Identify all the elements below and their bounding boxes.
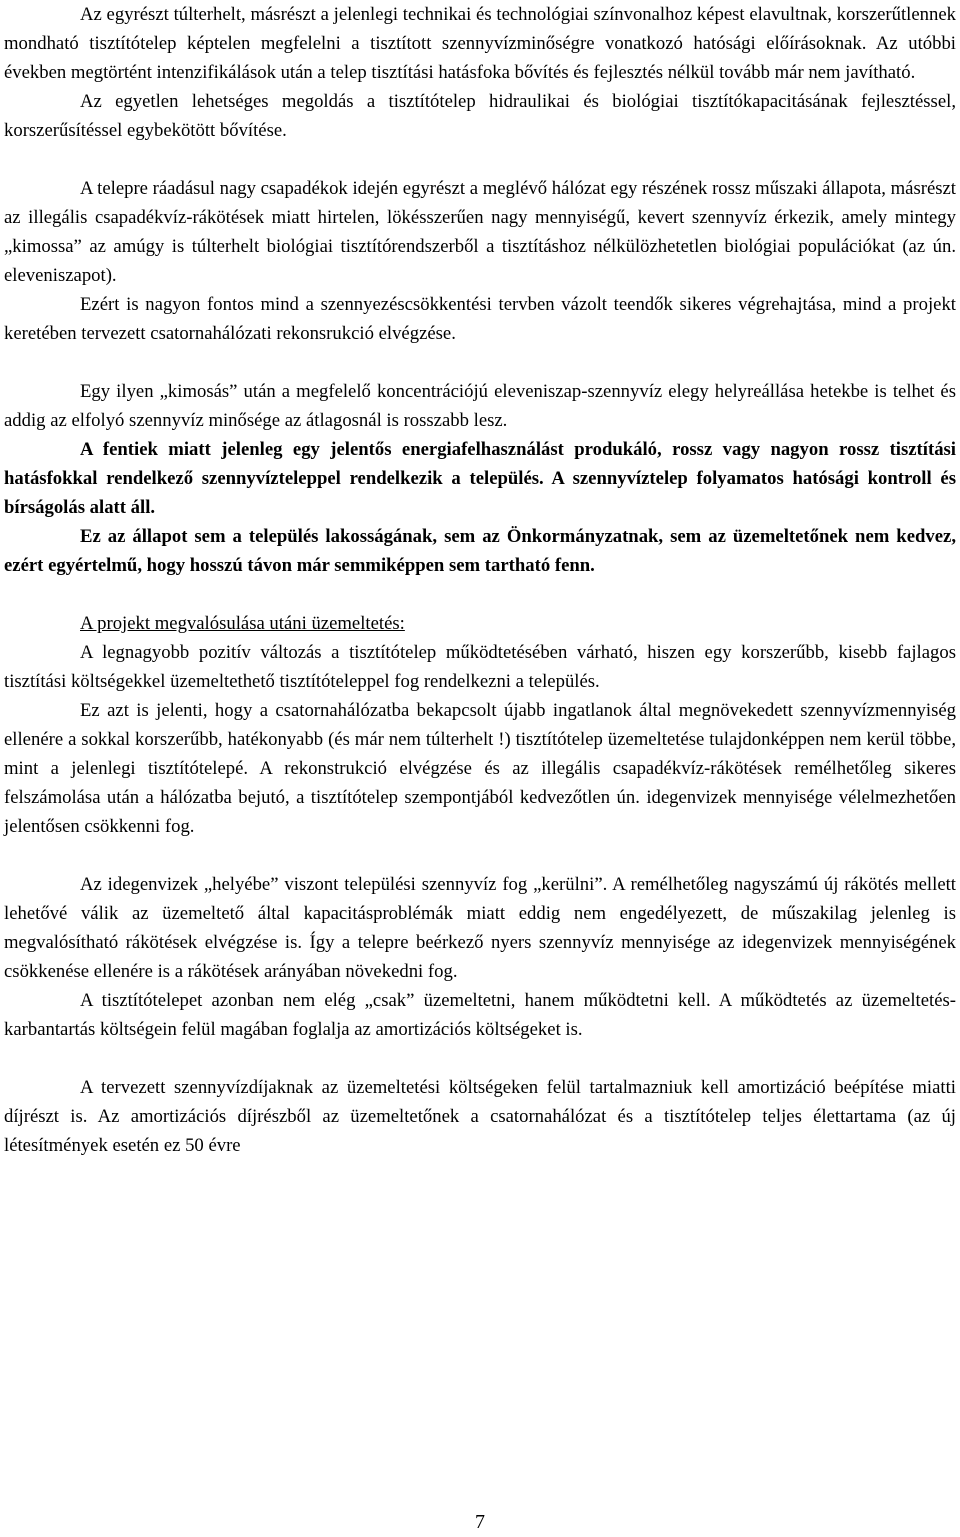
paragraph-current-state-bold: A fentiek miatt jelenleg egy jelentős energiafelhasználást produkáló, rossz vagy nagyon rossz tisztítási hatásfokkal rendelkező szennyvízteleppel rendelkezik a település. A szennyvíztelep folyamatos hatósági kontroll és bírságolás alatt áll. xyxy=(4,439,956,518)
paragraph-positive-change: A legnagyobb pozitív változás a tisztítótelep működtetésében várható, hiszen egy korszerűbb, kisebb fajlagos tisztítási költségekkel üzemeltethető tisztítóteleppel fog rendelkezni a település. xyxy=(4,642,956,692)
spacer xyxy=(4,145,956,174)
paragraph-unsustainable-bold: Ez az állapot sem a település lakosságának, sem az Önkormányzatnak, sem az üzemeltetőnek nem kedvez, ezért egyértelmű, hogy hosszú távon már semmiképpen sem tartható fenn. xyxy=(4,526,956,576)
spacer xyxy=(4,580,956,609)
paragraph-rainwater: A telepre ráadásul nagy csapadékok idején egyrészt a meglévő hálózat egy részének rossz műszaki állapota, másrészt az illegális csapadékvíz-rákötések miatt hirtelen, lökésszerűen nagy mennyiségű, kevert szennyvíz érkezik, amely mintegy „kimossa” az amúgy is túlterhelt biológiai tisztítórendszerből a tisztításhoz nélkülözhetetlen biológiai populációkat (az ún. eleveniszapot). xyxy=(4,178,956,286)
paragraph-operation: A tisztítótelepet azonban nem elég „csak” üzemeltetni, hanem működtetni kell. A működtetés az üzemeltetés-karbantartás költségein felül magában foglalja az amortizációs költségeket is. xyxy=(4,990,956,1040)
spacer xyxy=(4,1044,956,1073)
page-number: 7 xyxy=(475,1511,485,1533)
paragraph-fees: A tervezett szennyvízdíjaknak az üzemeltetési költségeken felül tartalmazniuk kell amortizáció beépítése miatti díjrészt is. Az amortizációs díjrészből az üzemeltetőnek a csatornahálózat és a tisztítótelep teljes élettartama (az új létesítmények esetén ez 50 évre xyxy=(4,1077,956,1156)
paragraph-solution: Az egyetlen lehetséges megoldás a tisztítótelep hidraulikai és biológiai tisztítókapacitásának fejlesztéssel, korszerűsítéssel egybekötött bővítése. xyxy=(4,91,956,141)
spacer xyxy=(4,348,956,377)
section-heading xyxy=(4,609,956,638)
paragraph-importance: Ezért is nagyon fontos mind a szennyezéscsökkentési tervben vázolt teendők sikeres végrehajtása, mind a projekt keretében tervezett csatornahálózati rekonsrukció elvégzése. xyxy=(4,294,956,344)
paragraph-wastewater-volume: Ez azt is jelenti, hogy a csatornahálózatba bekapcsolt újabb ingatlanok által megnövekedett szennyvízmennyiség ellenére a sokkal korszerűbb, hatékonyabb (és már nem túlterhelt !) tisztítótelep üzemeltetése tulajdonképpen nem kerül többe, mint a jelenlegi tisztítótelepé. A rekonstrukció elvégzése és az illegális csapadékvíz-rákötések remélhetőleg sikeres felszámolása után a hálózatba bejutó, a tisztítótelep szempontjából kedvezőtlen ún. idegenvizek mennyisége vélelmezhetően jelentősen csökkenni fog. xyxy=(4,700,956,837)
paragraph-washout: Egy ilyen „kimosás” után a megfelelő koncentrációjú eleveniszap-szennyvíz elegy helyreállása hetekbe is telhet és addig az elfolyó szennyvíz minősége az átlagosnál is rosszabb lesz. xyxy=(4,381,956,431)
section-heading-text: A projekt megvalósulása utáni üzemeltetés: xyxy=(80,613,405,634)
paragraph-foreign-water: Az idegenvizek „helyébe” viszont települési szennyvíz fog „kerülni”. A remélhetőleg nagyszámú új rákötés mellett lehetővé válik az üzemeltető által kapacitásproblémák miatt eddig nem engedélyezett, de műszakilag jelenleg is megvalósítható rákötések elvégzése is. Így a telepre beérkező nyers szennyvíz mennyisége az idegenvizek mennyiségének csökkenése ellenére is a rákötések arányában növekedni fog. xyxy=(4,874,956,982)
spacer xyxy=(4,841,956,870)
paragraph-overload: Az egyrészt túlterhelt, másrészt a jelenlegi technikai és technológiai színvonalhoz képest elavultnak, korszerűtlennek mondható tisztítótelep képtelen megfelelni a tisztított szennyvízminőségre vonatkozó hatósági előírásoknak. Az utóbbi években megtörtént intenzifikálások után a telep tisztítási hatásfoka bővítés és fejlesztés nélkül tovább már nem javítható. xyxy=(4,4,956,83)
